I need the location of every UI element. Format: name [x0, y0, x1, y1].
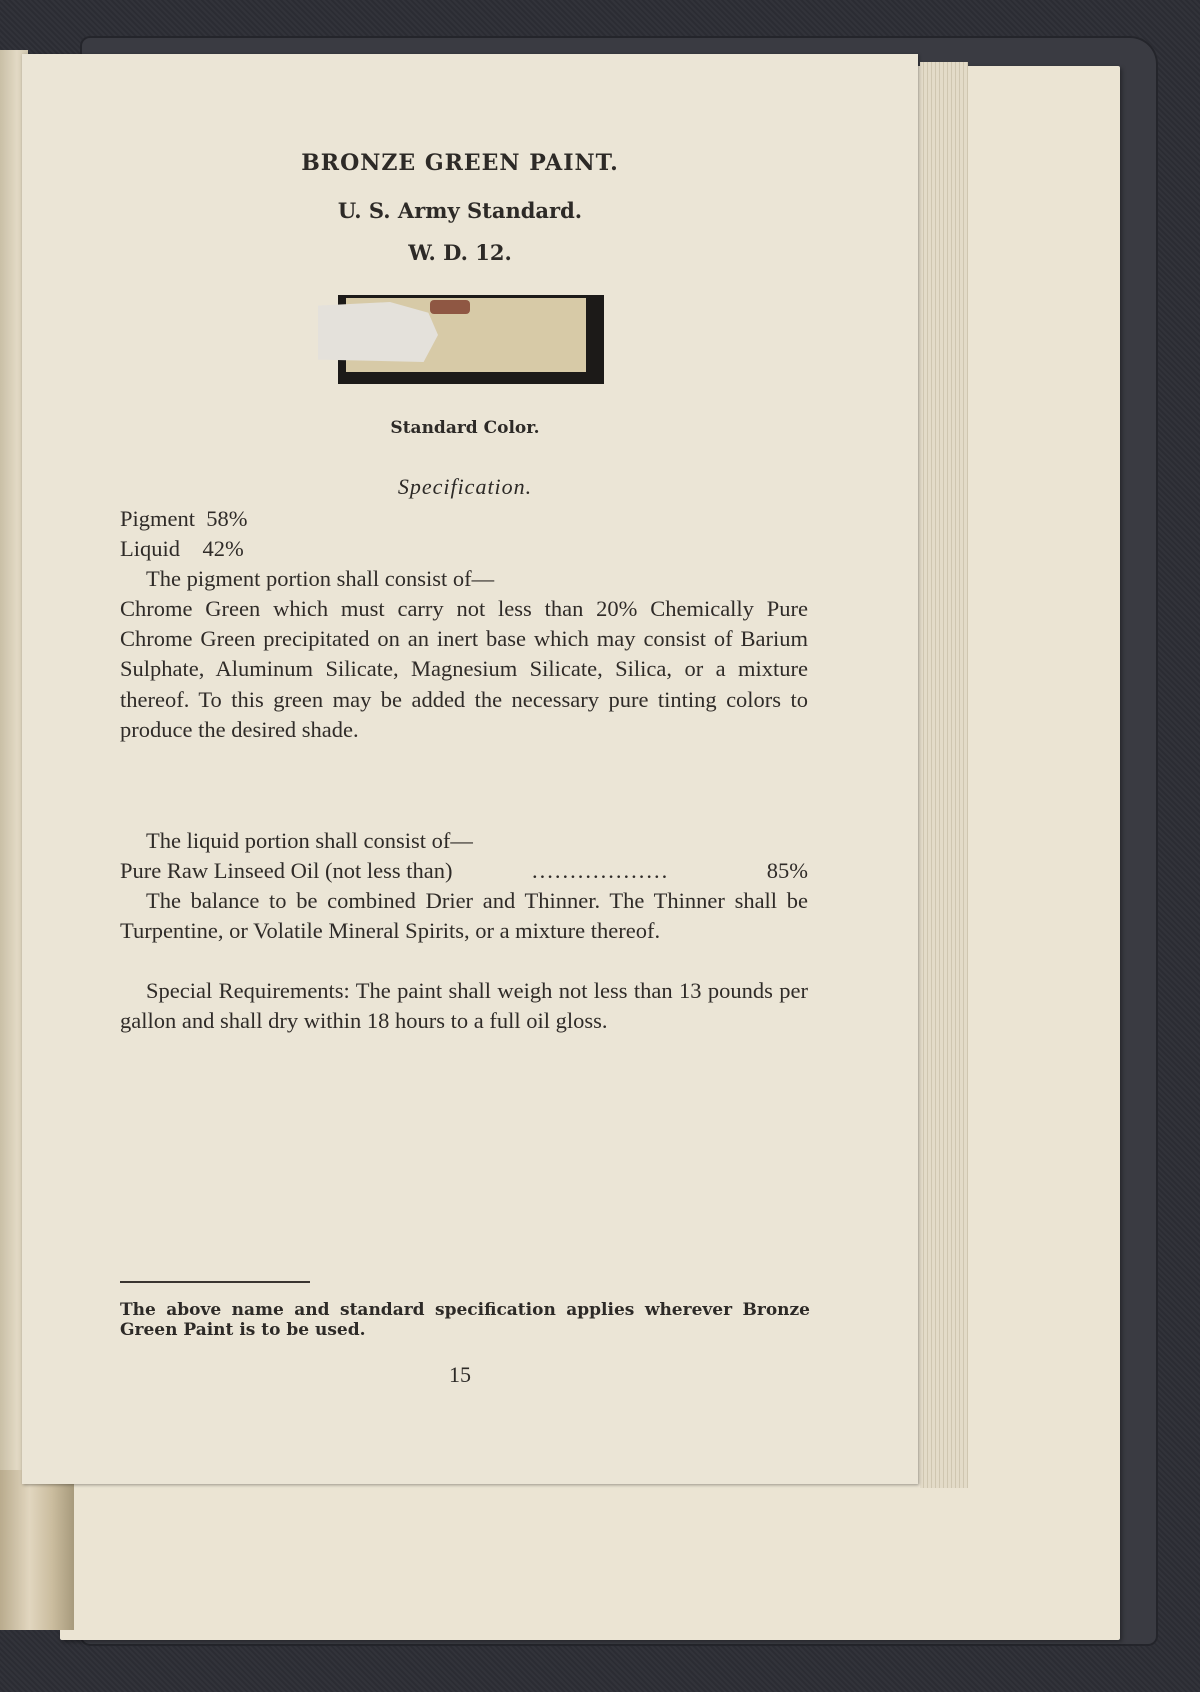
- document-page: [22, 54, 918, 1484]
- swatch-stain: [430, 300, 470, 314]
- special-requirements-paragraph: Special Requirements: The paint shall weigh not less than 13 pounds per gallon and shall dry within 18 hours to a full oil gloss.: [120, 978, 808, 1033]
- designation: W. D. 12.: [408, 240, 512, 265]
- page-number: 15: [449, 1362, 471, 1387]
- linseed-line: [120, 856, 808, 886]
- torn-paper: [318, 302, 438, 362]
- color-swatch: [318, 292, 606, 388]
- linseed-value: 85%: [766, 858, 808, 883]
- pigment-line: Pigment 58%: [120, 506, 248, 531]
- linseed-label: Pure Raw Linseed Oil (not less than): [120, 858, 453, 883]
- page-title: BRONZE GREEN PAINT.: [301, 150, 619, 176]
- liquid-intro: The liquid portion shall consist of—: [146, 828, 473, 853]
- balance-paragraph: The balance to be combined Drier and Thinner. The Thinner shall be Turpentine, or Volatile Mineral Spirits, or a mixture thereof.: [120, 888, 808, 943]
- leader-dots: ..................: [532, 858, 670, 883]
- footnote: The above name and standard specification applies wherever Bronze Green Paint is to be used.: [120, 1300, 810, 1340]
- page-edges: [920, 62, 968, 1488]
- section-heading: Specification.: [397, 474, 533, 499]
- pigment-intro: The pigment portion shall consist of—: [146, 566, 495, 591]
- footnote-rule: [120, 1281, 310, 1283]
- worn-left-edge: [0, 1470, 74, 1630]
- page-subtitle: U. S. Army Standard.: [337, 198, 583, 223]
- swatch-caption: Standard Color.: [390, 418, 540, 438]
- liquid-line: Liquid 42%: [120, 536, 244, 561]
- pigment-paragraph: Chrome Green which must carry not less than 20% Chemically Pure Chrome Green precipitated on an inert base which may consist of Barium Sulphate, Aluminum Silicate, Magnesium Silicate, Silica, or a mixture thereof. To this green may be added the necessary pure tinting colors to produce the desired shade.: [120, 596, 808, 742]
